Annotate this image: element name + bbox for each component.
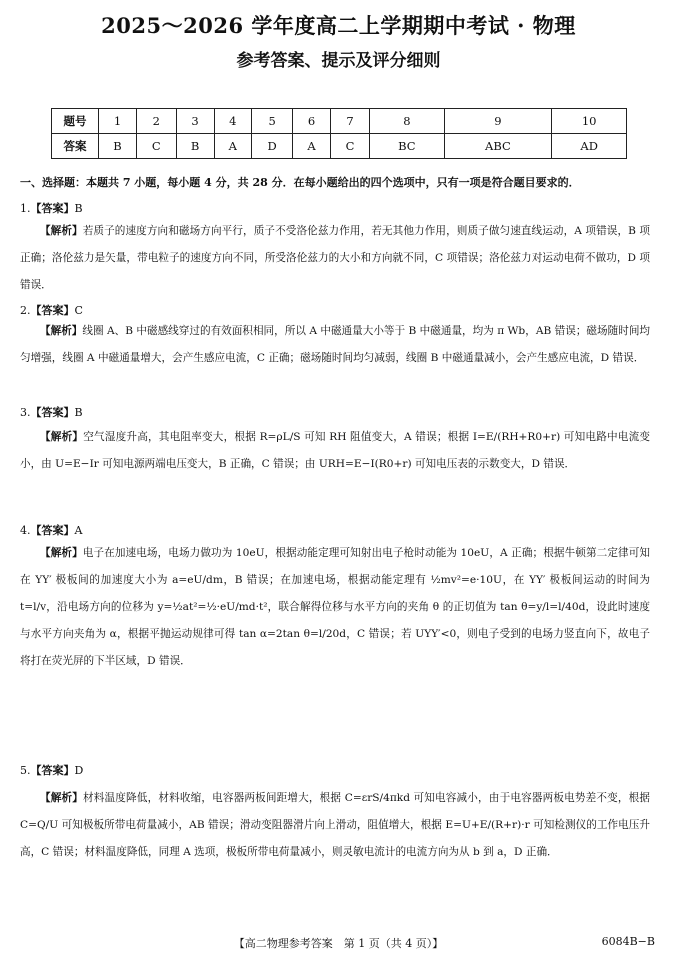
page-subtitle: 参考答案、提示及评分细则	[236, 51, 441, 71]
analysis-text: 电子在加速电场，电场力做功为 10eU，根据动能定理可知射出电子枪时动能为 10eU，A 正确；根据牛顿第二定律可知在 YY′ 极板间的加速度大小为 a=eU/dm，B 错误；在加速电场，根据动能定理有 ½mv²=e·10U，在 YY′ 极板间运动的时间为 t=l/v，沿电场方向的位移为 y=½at²=½·eU/md·t²，联合解得位移与水平方向的夹角 θ 的正切值为 tan θ=y/l=l/40d，设此时速度与水平方向夹角为 α，根据平抛运动规律可得 tan α=2tan θ=l/20d，C 错误；若 UYY′<0，则电子受到的电场力竖直向下，故电子将打在荧光屏的下半区域，D 错误．	[20, 547, 650, 667]
answer-table	[51, 108, 627, 159]
analysis-text: 若质子的速度方向和磁场方向平行，质子不受洛伦兹力作用，若无其他力作用，则质子做匀速直线运动，A 项错误，B 项正确；洛伦兹力是矢量，带电粒子的速度方向不同，所受洛伦兹力的大小和方向就不同，C 项错误；洛伦兹力对运动电荷不做功，D 项错误．	[20, 225, 650, 291]
answer-value: D	[74, 764, 84, 777]
answer-tag: 【答案】	[30, 406, 75, 419]
answer-cell: A	[214, 134, 251, 159]
question-number-cell: 5	[252, 109, 293, 134]
page-footer: 【高二物理参考答案 第 1 页（共 4 页）】	[233, 937, 444, 950]
question-3-analysis	[20, 424, 650, 478]
answer-cell: D	[252, 134, 293, 159]
answer-value: B	[74, 406, 83, 419]
answer-value: B	[74, 202, 83, 215]
question-number: 2.	[20, 304, 31, 317]
question-number: 4.	[20, 524, 31, 537]
question-number: 3.	[20, 406, 31, 419]
answer-value: A	[74, 524, 83, 537]
question-5-answer	[20, 762, 83, 778]
question-number-row	[52, 109, 627, 134]
question-5-analysis	[20, 785, 650, 866]
question-number-cell: 4	[214, 109, 251, 134]
question-number: 5.	[20, 764, 31, 777]
answer-cell: B	[176, 134, 214, 159]
document-code: 6084B−B	[601, 935, 655, 948]
question-number-cell: 2	[137, 109, 176, 134]
question-4-analysis	[20, 540, 650, 675]
answer-cell: A	[293, 134, 330, 159]
answer-tag: 【答案】	[30, 524, 75, 537]
answer-cell: BC	[370, 134, 444, 159]
question-number-cell: 9	[444, 109, 552, 134]
analysis-tag: 【解析】	[40, 547, 83, 559]
answer-tag: 【答案】	[30, 304, 75, 317]
question-number: 1.	[20, 202, 31, 215]
question-1-analysis	[20, 218, 650, 299]
question-number-cell: 10	[552, 109, 627, 134]
answer-tag: 【答案】	[30, 764, 75, 777]
question-number-cell: 6	[293, 109, 330, 134]
question-4-answer	[20, 522, 82, 538]
analysis-tag: 【解析】	[40, 225, 83, 237]
answer-value: C	[74, 304, 83, 317]
page-title: 2025～2026 学年度高二上学期期中考试 · 物理	[101, 13, 576, 38]
section-heading: 一、选择题：本题共 7 小题，每小题 4 分，共 28 分．在每小题给出的四个选项中，只有一项是符合题目要求的．	[20, 176, 580, 189]
question-number-cell: 8	[370, 109, 444, 134]
answer-cell: B	[99, 134, 137, 159]
answer-cell: AD	[552, 134, 627, 159]
answer-cell: C	[137, 134, 176, 159]
question-2-answer	[20, 302, 83, 318]
question-2-analysis	[20, 318, 650, 372]
answer-cell: ABC	[444, 134, 552, 159]
analysis-text: 材料温度降低，材料收缩，电容器两板间距增大，根据 C=εrS/4πkd 可知电容减小，由于电容器两板电势差不变，根据 C=Q/U 可知极板所带电荷量减小，AB 错误；滑动变阻器滑片向上滑动，阻值增大，根据 E=U+E/(R+r)·r 可知检测仪的工作电压升高，C 错误；材料温度降低，同理 A 选项，极板所带电荷量减小，则灵敏电流计的电流方向为从 b 到 a，D 正确．	[20, 792, 650, 858]
row-label-answer: 答案	[52, 134, 99, 159]
answer-row	[52, 134, 627, 159]
question-1-answer	[20, 200, 83, 216]
question-3-answer	[20, 404, 83, 420]
analysis-tag: 【解析】	[40, 325, 83, 337]
question-number-cell: 3	[176, 109, 214, 134]
analysis-text: 空气湿度升高，其电阻率变大，根据 R=ρL/S 可知 RH 阻值变大，A 错误；根据 I=E/(RH+R0+r) 可知电路中电流变小，由 U=E−Ir 可知电源两端电压变大，B 正确，C 错误；由 URH=E−I(R0+r) 可知电压表的示数变大，D 错误．	[20, 431, 650, 470]
answer-tag: 【答案】	[30, 202, 75, 215]
question-number-cell: 1	[99, 109, 137, 134]
question-number-cell: 7	[330, 109, 369, 134]
analysis-text: 线圈 A、B 中磁感线穿过的有效面积相同，所以 A 中磁通量大小等于 B 中磁通量，均为 π Wb，AB 错误；磁场随时间均匀增强，线圈 A 中磁通量增大，会产生感应电流，C 正确；磁场随时间均匀减弱，线圈 B 中磁通量减小，会产生感应电流，D 错误．	[20, 325, 651, 364]
answer-cell: C	[330, 134, 369, 159]
analysis-tag: 【解析】	[40, 792, 84, 804]
row-label-question-number: 题号	[52, 109, 99, 134]
analysis-tag: 【解析】	[40, 431, 84, 443]
